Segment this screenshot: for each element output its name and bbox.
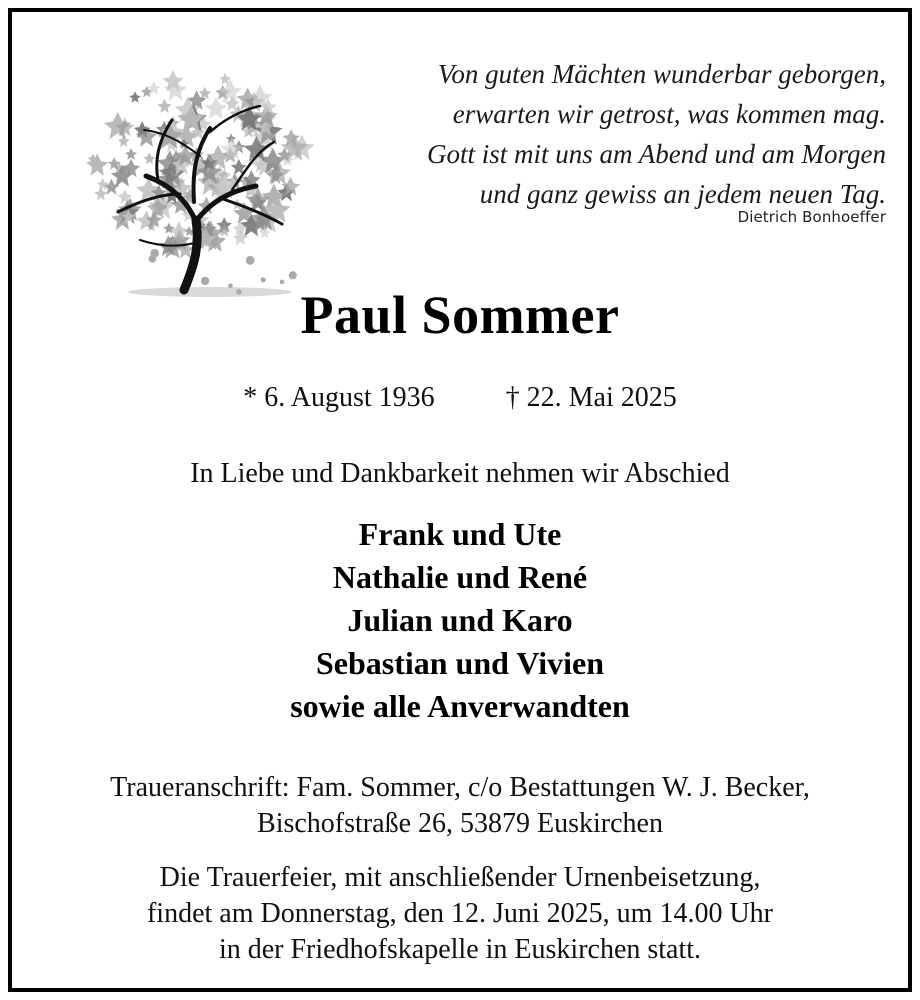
deceased-name: Paul Sommer — [300, 285, 620, 345]
poem — [326, 54, 886, 214]
falling-leaf — [261, 277, 266, 282]
service-line: in der Friedhofskapelle in Euskirchen statt. — [218, 934, 702, 965]
mourners-list — [12, 513, 908, 728]
leaf-shape — [125, 148, 137, 160]
falling-leaf — [149, 255, 157, 263]
tree-icon — [60, 52, 320, 302]
poem-line: Gott ist mit uns am Abend und am Morgen — [427, 139, 886, 169]
leaf-shape — [218, 79, 242, 103]
service-line: Die Trauerfeier, mit anschließender Urnenbeisetzung, — [159, 862, 761, 893]
poem-line: und ganz gewiss an jedem neuen Tag. — [479, 179, 886, 209]
mourner-line: Julian und Karo — [347, 602, 573, 638]
leaf-shape — [104, 112, 131, 139]
mourner-line: Frank und Ute — [358, 516, 562, 552]
life-dates — [12, 382, 908, 414]
death-date: † 22. Mai 2025 — [505, 382, 677, 413]
leaf-shape — [129, 91, 141, 103]
funeral-service-info — [12, 860, 908, 968]
leaf-shape — [157, 99, 171, 113]
poem-author: Dietrich Bonhoeffer — [737, 208, 886, 226]
mourner-line: Sebastian und Vivien — [315, 645, 605, 681]
birth-date: * 6. August 1936 — [243, 382, 435, 413]
falling-leaf — [289, 271, 297, 279]
farewell-intro: In Liebe und Dankbarkeit nehmen wir Abschied — [190, 458, 730, 489]
mourning-address — [12, 770, 908, 842]
leaf-shape — [97, 178, 109, 190]
obituary-frame — [8, 8, 912, 992]
falling-leaf — [246, 256, 255, 265]
address-line: Bischofstraße 26, 53879 Euskirchen — [257, 808, 663, 839]
leaf-shape — [143, 152, 155, 164]
mourner-line: sowie alle Anverwandten — [290, 688, 630, 724]
leaf-shape — [86, 154, 108, 176]
address-line: Traueranschrift: Fam. Sommer, c/o Bestattungen W. J. Becker, — [110, 772, 810, 803]
service-line: findet am Donnerstag, den 12. Juni 2025, um 14.00 Uhr — [146, 898, 774, 929]
mourner-line: Nathalie und René — [332, 559, 588, 595]
poem-line: Von guten Mächten wunderbar geborgen, — [437, 59, 886, 89]
poem-line: erwarten wir getrost, was kommen mag. — [452, 99, 886, 129]
